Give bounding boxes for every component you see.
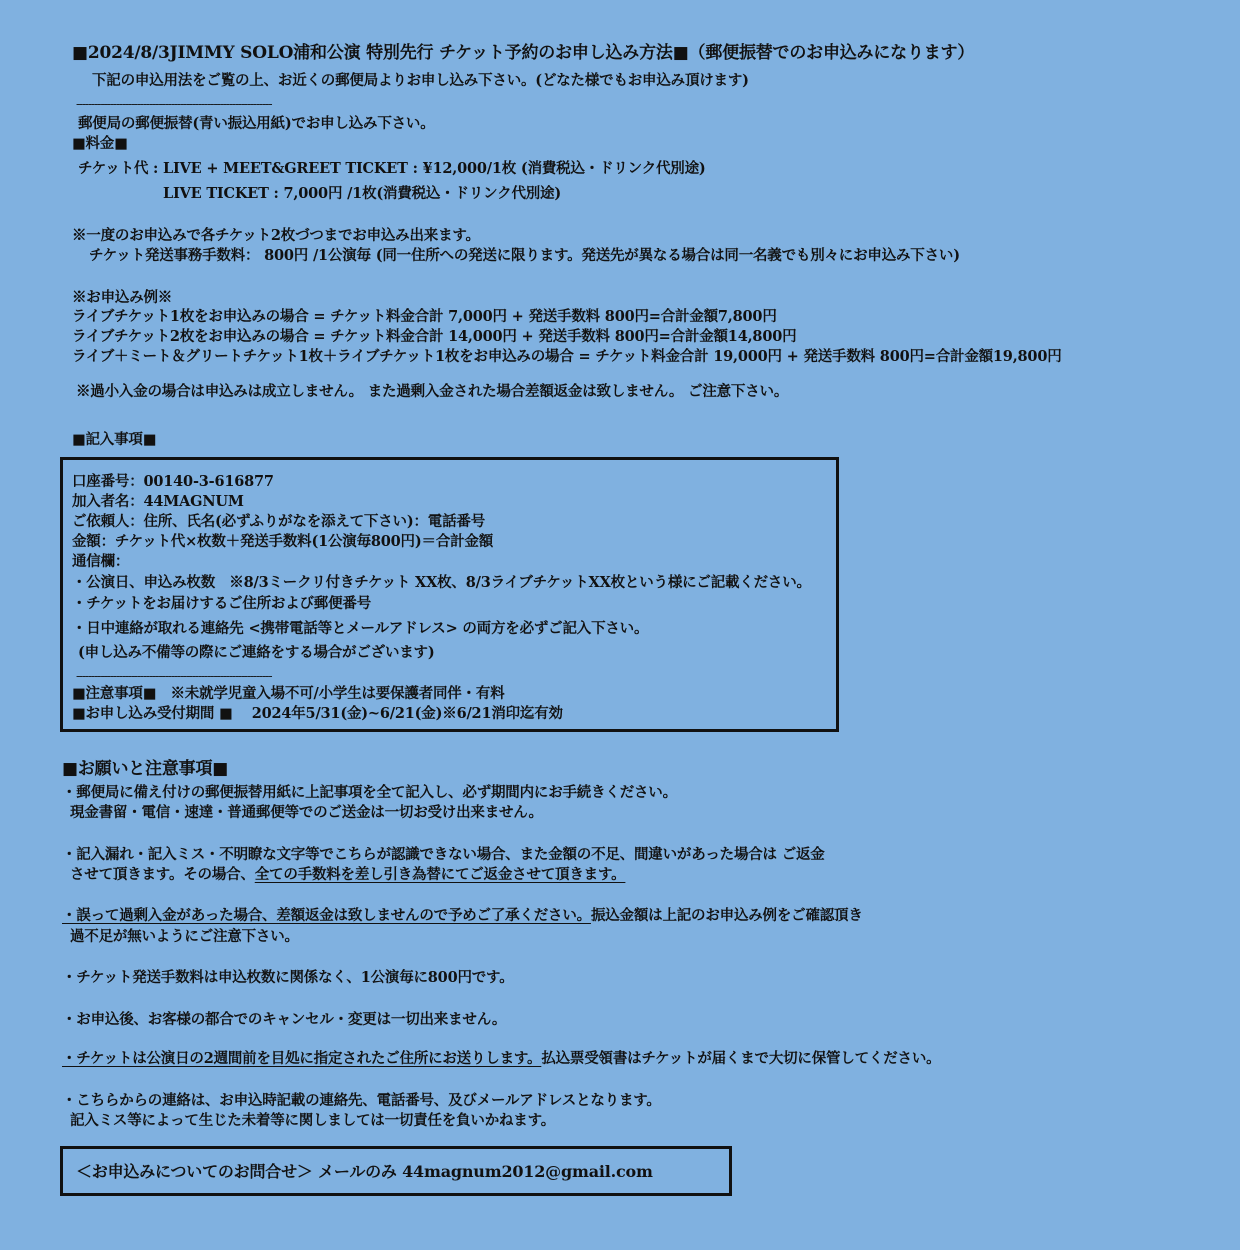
note-1a: ・郵便局に備え付けの郵便振替用紙に上記事項を全て記入し、必ず期間内にお手続きください。 [62, 784, 677, 801]
comm-item-3-note: (申し込み不備等の際にご連絡をする場合がございます) [78, 644, 435, 661]
price-note-2: チケット発送事務手数料： 800円 /1公演毎 (同一住所への発送に限ります。発送先が異なる場合は同一名義でも別々にお申込み下さい) [89, 247, 960, 264]
subtitle: 下記の申込用法をご覧の上、お近くの郵便局よりお申し込み下さい。(どなた様でもお申込み頂けます) [92, 72, 749, 89]
payment-warning: ※過小入金の場合は申込みは成立しません。 また過剰入金された場合差額返金は致しません。 ご注意下さい。 [76, 383, 789, 400]
example-1: ライブチケット1枚をお申込みの場合 = チケット料金合計 7,000円 + 発送手数料 800円=合計金額7,800円 [72, 308, 777, 325]
note-1b: 現金書留・電信・速達・普通郵便等でのご送金は一切お受け出来ません。 [70, 804, 543, 821]
notes-heading: ■お願いと注意事項■ [62, 759, 229, 779]
box-separator: ---------------------------------------------------------------- [76, 669, 272, 683]
note-3b: 過不足が無いようにご注意下さい。 [70, 928, 299, 945]
example-2: ライブチケット2枚をお申込みの場合 = チケット料金合計 14,000円 + 発送手数料 800円=合計金額14,800円 [72, 328, 797, 345]
note-4: ・チケット発送手数料は申込枚数に関係なく、1公演毎に800円です。 [62, 969, 514, 986]
application-period: ■お申し込み受付期間 ■ 2024年5/31(金)~6/21(金)※6/21消印迄有効 [72, 705, 563, 722]
note-7b: 記入ミス等によって生じた未着等に関しましては一切責任を負いかねます。 [70, 1112, 556, 1129]
examples-heading: ※お申込み例※ [72, 289, 173, 306]
entry-heading: ■記入事項■ [72, 431, 157, 448]
note-2a: ・記入漏れ・記入ミス・不明瞭な文字等でこちらが認識できない場合、また金額の不足、間違いがあった場合は ご返金 [62, 846, 825, 863]
comm-item-1: ・公演日、申込み枚数 ※8/3ミークリ付きチケット XX枚、8/3ライブチケットXX枚という様にご記載ください。 [72, 574, 811, 591]
comm-item-2: ・チケットをお届けするご住所および郵便番号 [72, 595, 371, 612]
page-title: ■2024/8/3JIMMY SOLO浦和公演 特別先行 チケット予約のお申し込み方法■（郵便振替でのお申込みになります） [72, 43, 975, 63]
inquiry-text: ＜お申込みについてのお問合せ＞ メールのみ 44magnum2012@gmail.com [76, 1162, 653, 1181]
price-line-1: チケット代 : LIVE + MEET&GREET TICKET : ¥12,000/1枚 (消費税込・ドリンク代別途) [78, 160, 706, 177]
note-6: ・チケットは公演日の2週間前を目処に指定されたご住所にお送りします。払込票受領書はチケットが届くまで大切に保管してください。 [62, 1050, 941, 1067]
note-2b: させて頂きます。その場合、全ての手数料を差し引き為替にてご返金させて頂きます。 [70, 866, 626, 883]
pricing-heading: ■料金■ [72, 135, 128, 152]
requester: ご依頼人：住所、氏名(必ずふりがなを添えて下さい)：電話番号 [72, 513, 485, 530]
amount: 金額：チケット代×枚数＋発送手数料(1公演毎800円)＝合計金額 [72, 533, 494, 550]
account-number: 口座番号：00140-3-616877 [72, 473, 274, 490]
price-line-2: LIVE TICKET : 7,000円 /1枚(消費税込・ドリンク代別途) [163, 185, 562, 202]
caution: ■注意事項■ ※未就学児童入場不可/小学生は要保護者同伴・有料 [72, 685, 505, 702]
comm-field: 通信欄： [72, 553, 130, 570]
note-7a: ・こちらからの連絡は、お申込時記載の連絡先、電話番号、及びメールアドレスとなります。 [62, 1092, 661, 1109]
note-3a: ・誤って過剰入金があった場合、差額返金は致しませんので予めご了承ください。振込金額は上記のお申込み例をご確認頂き [62, 907, 863, 924]
example-3: ライブ＋ミート＆グリートチケット1枚＋ライブチケット1枚をお申込みの場合 = チケット料金合計 19,000円 + 発送手数料 800円=合計金額19,800円 [72, 348, 1062, 365]
method-text: 郵便局の郵便振替(青い振込用紙)でお申し込み下さい。 [78, 115, 435, 132]
price-note-1: ※一度のお申込みで各チケット2枚づつまでお申込み出来ます。 [72, 227, 480, 244]
separator: ---------------------------------------------------------------- [76, 97, 272, 111]
comm-item-3: ・日中連絡が取れる連絡先 <携帯電話等とメールアドレス> の両方を必ずご記入下さい。 [72, 620, 649, 637]
note-5: ・お申込後、お客様の都合でのキャンセル・変更は一切出来ません。 [62, 1011, 507, 1028]
account-holder: 加入者名：44MAGNUM [72, 493, 244, 510]
